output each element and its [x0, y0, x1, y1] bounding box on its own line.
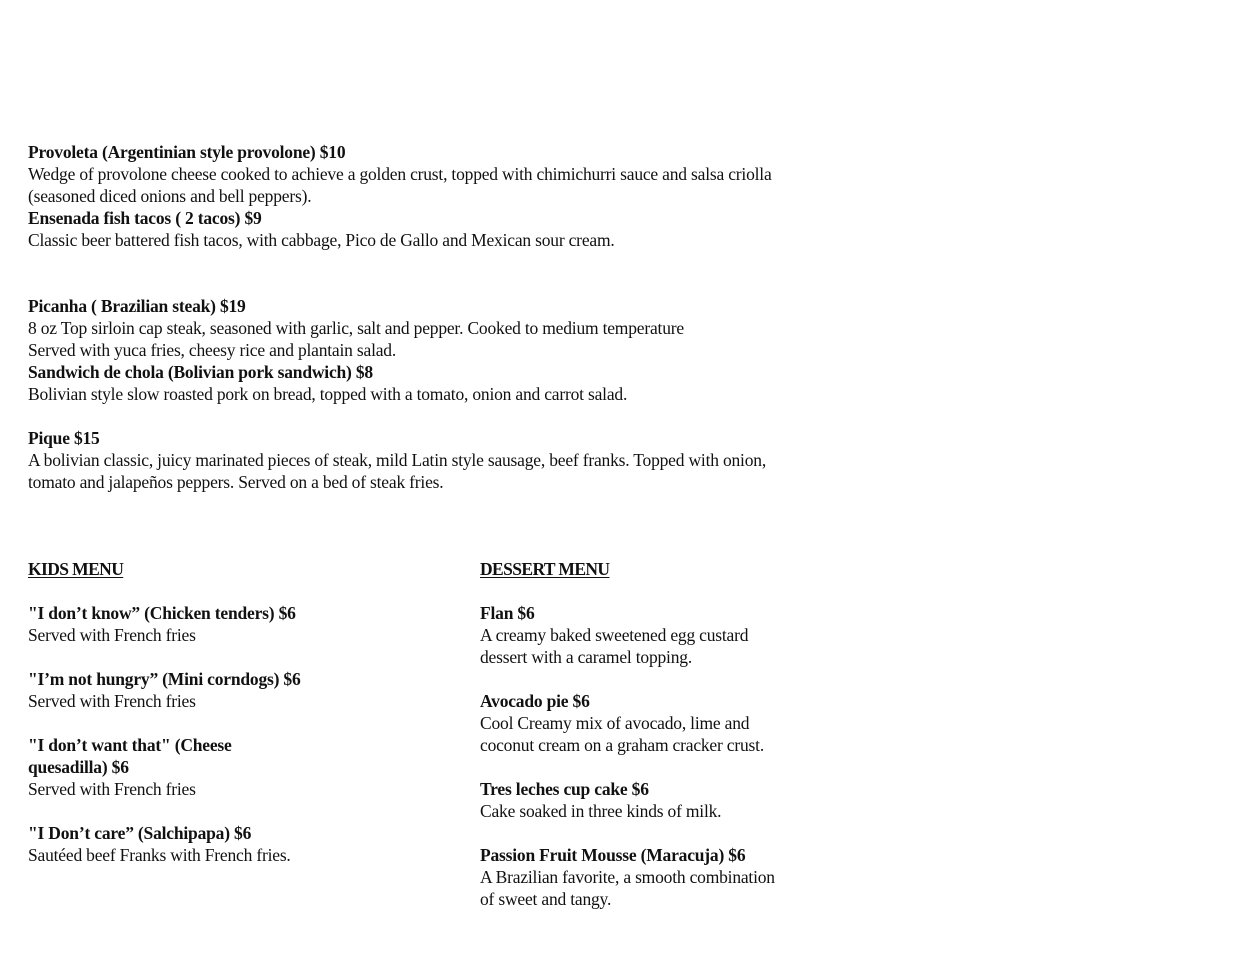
- menu-item-desc-chola-1: Bolivian style slow roasted pork on bread, topped with a tomato, onion and carrot salad.: [28, 384, 628, 404]
- dessert-item-desc: of sweet and tangy.: [480, 889, 612, 909]
- kids-item-desc: Served with French fries: [28, 779, 196, 799]
- dessert-item-title: Flan $6: [480, 603, 535, 623]
- kids-item-title: "I don’t know” (Chicken tenders) $6: [28, 603, 296, 623]
- kids-item-desc: Served with French fries: [28, 625, 196, 645]
- menu-item-desc-provoleta-1: Wedge of provolone cheese cooked to achieve a golden crust, topped with chimichurri sauce and salsa criolla: [28, 164, 772, 184]
- menu-item-title-picanha: Picanha ( Brazilian steak) $19: [28, 296, 246, 316]
- dessert-menu-heading: DESSERT MENU: [480, 559, 610, 579]
- dessert-item-desc: Cool Creamy mix of avocado, lime and: [480, 713, 750, 733]
- dessert-menu: [480, 558, 860, 910]
- spacer: [28, 405, 808, 427]
- dessert-item-desc: coconut cream on a graham cracker crust.: [480, 735, 764, 755]
- menu-item-desc-pique-2: tomato and jalapeños peppers. Served on a bed of steak fries.: [28, 472, 444, 492]
- menu-block-mains: [28, 295, 808, 493]
- kids-item-desc: Sautéed beef Franks with French fries.: [28, 845, 291, 865]
- dessert-item-title: Tres leches cup cake $6: [480, 779, 649, 799]
- kids-item-title: "I Don’t care” (Salchipapa) $6: [28, 823, 252, 843]
- spacer: [480, 580, 860, 602]
- dessert-item-title: Avocado pie $6: [480, 691, 590, 711]
- spacer: [28, 800, 408, 822]
- dessert-item-title: Passion Fruit Mousse (Maracuja) $6: [480, 845, 746, 865]
- menu-item-title-provoleta: Provoleta (Argentinian style provolone) $10: [28, 142, 346, 162]
- menu-item-desc-fish-tacos-1: Classic beer battered fish tacos, with cabbage, Pico de Gallo and Mexican sour cream.: [28, 230, 615, 250]
- menu-item-title-fish-tacos: Ensenada fish tacos ( 2 tacos) $9: [28, 208, 262, 228]
- dessert-item-desc: A creamy baked sweetened egg custard: [480, 625, 749, 645]
- menu-item-desc-provoleta-2: (seasoned diced onions and bell peppers).: [28, 186, 312, 206]
- menu-item-title-pique: Pique $15: [28, 428, 100, 448]
- kids-menu: [28, 558, 408, 866]
- kids-item-title: "I’m not hungry” (Mini corndogs) $6: [28, 669, 301, 689]
- spacer: [28, 580, 408, 602]
- menu-item-desc-picanha-2: Served with yuca fries, cheesy rice and plantain salad.: [28, 340, 397, 360]
- menu-item-title-chola: Sandwich de chola (Bolivian pork sandwich) $8: [28, 362, 373, 382]
- dessert-item-desc: A Brazilian favorite, a smooth combination: [480, 867, 775, 887]
- spacer: [480, 822, 860, 844]
- spacer: [28, 712, 408, 734]
- kids-item-title: "I don’t want that" (Cheese: [28, 735, 232, 755]
- menu-item-desc-picanha-1: 8 oz Top sirloin cap steak, seasoned with garlic, salt and pepper. Cooked to medium temperature: [28, 318, 684, 338]
- kids-menu-heading: KIDS MENU: [28, 559, 124, 579]
- kids-item-title-cont: quesadilla) $6: [28, 757, 129, 777]
- spacer: [480, 668, 860, 690]
- dessert-item-desc: dessert with a caramel topping.: [480, 647, 692, 667]
- menu-block-starters: [28, 141, 808, 251]
- kids-item-desc: Served with French fries: [28, 691, 196, 711]
- spacer: [480, 756, 860, 778]
- spacer: [28, 646, 408, 668]
- menu-item-desc-pique-1: A bolivian classic, juicy marinated pieces of steak, mild Latin style sausage, beef franks. Topped with onion,: [28, 450, 766, 470]
- dessert-item-desc: Cake soaked in three kinds of milk.: [480, 801, 722, 821]
